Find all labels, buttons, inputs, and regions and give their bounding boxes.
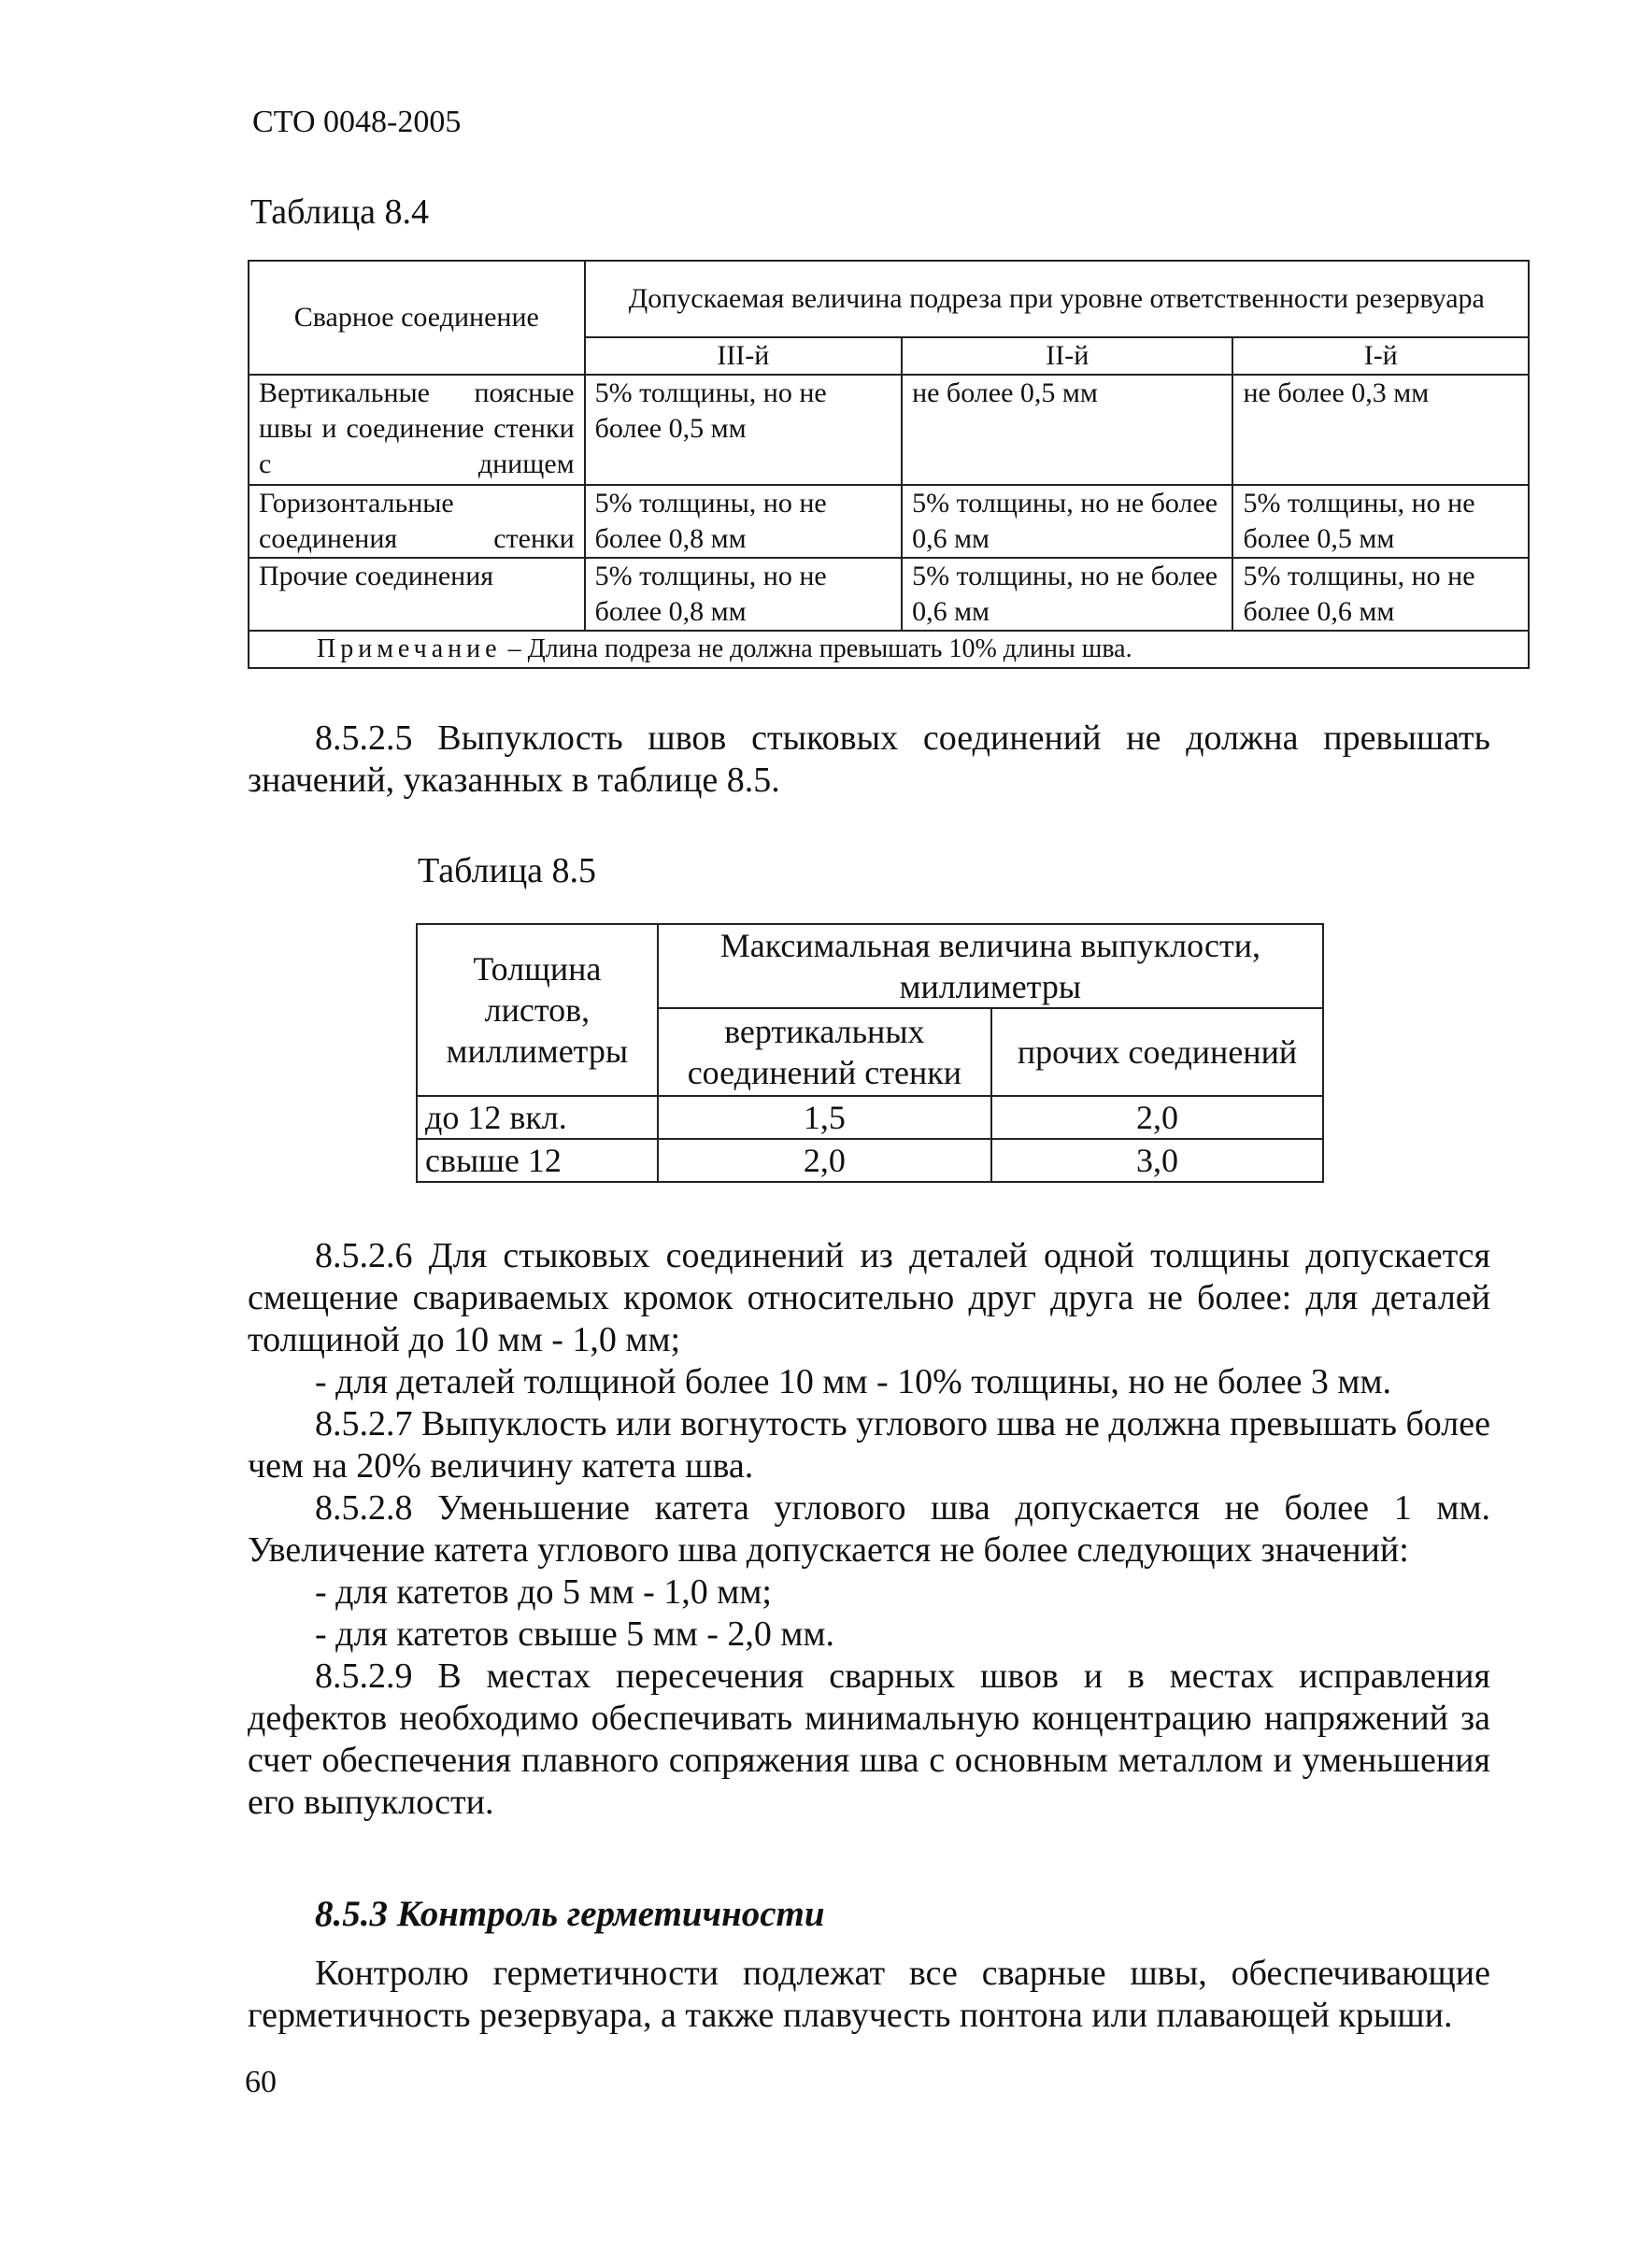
- header-level-3: III-й: [585, 337, 902, 375]
- paragraph-8-5-2-6: 8.5.2.6 Для стыковых соединений из деталей одной толщины допускается смещение свариваемых кромок относительно друг друга не более: для деталей толщиной до 10 мм - 1,0 мм;: [248, 1236, 1490, 1359]
- cell-level-2: не более 0,5 мм: [902, 375, 1232, 485]
- cell-level-3: 5% толщины, но не более 0,5 мм: [585, 375, 902, 485]
- cell-other: 3,0: [991, 1139, 1323, 1182]
- paragraphs-8-5-2-6-to-8-5-2-9: [248, 1235, 1490, 1824]
- table-8-5-caption: Таблица 8.5: [418, 851, 597, 890]
- table-note: [249, 631, 1529, 668]
- section-heading-8-5-3: 8.5.3 Контроль герметичности: [315, 1894, 825, 1934]
- header-level-2: II-й: [902, 337, 1232, 375]
- paragraph-8-5-2-8-dash-1: - для катетов до 5 мм - 1,0 мм;: [315, 1572, 772, 1612]
- paragraph-8-5-2-8: 8.5.2.8 Уменьшение катета углового шва допускается не более 1 мм. Увеличение катета углового шва допускается не более следующих значений:: [248, 1488, 1490, 1570]
- row-joint-name: Вертикальные поясные швы и соединение стенки с днищем: [249, 375, 585, 485]
- cell-level-1: 5% толщины, но не более 0,6 мм: [1232, 558, 1529, 631]
- paragraph-8-5-2-7: 8.5.2.7 Выпуклость или вогнутость углового шва не должна превышать более чем на 20% величину катета шва.: [248, 1404, 1490, 1486]
- table-row: [249, 558, 1529, 631]
- cell-level-2: 5% толщины, но не более 0,6 мм: [902, 485, 1232, 558]
- document-code-header: СТО 0048-2005: [252, 105, 462, 139]
- cell-thickness: до 12 вкл.: [417, 1096, 658, 1139]
- cell-level-3: 5% толщины, но не более 0,8 мм: [585, 485, 902, 558]
- table-row: [249, 485, 1529, 558]
- table-8-5: [416, 923, 1324, 1183]
- header-other-joints: прочих соединений: [991, 1008, 1323, 1096]
- header-undercut-group: Допускаемая величина подреза при уровне ответственности резервуара: [585, 261, 1529, 337]
- paragraph-8-5-2-5: [248, 718, 1490, 802]
- note-text: – Длина подреза не должна превышать 10% длины шва.: [501, 634, 1132, 663]
- note-label: Примечание: [317, 634, 502, 663]
- page-number: 60: [245, 2065, 277, 2099]
- paragraph-text: 8.5.2.5 Выпуклость швов стыковых соединений не должна превышать значений, указанных в таблице 8.5.: [248, 718, 1490, 800]
- row-joint-name: Прочие соединения: [249, 558, 585, 631]
- paragraph-8-5-2-8-dash-2: - для катетов свыше 5 мм - 2,0 мм.: [315, 1614, 835, 1654]
- cell-thickness: свыше 12: [417, 1139, 658, 1182]
- paragraph-8-5-2-9: 8.5.2.9 В местах пересечения сварных швов и в местах исправления дефектов необходимо обеспечивать минимальную концентрацию напряжений за счет обеспечения плавного сопряжения шва с основным металлом и уменьшения его выпуклости.: [248, 1657, 1490, 1822]
- header-max-convexity: Максимальная величина выпуклости, миллиметры: [658, 924, 1323, 1008]
- table-8-4-caption: Таблица 8.4: [250, 192, 430, 232]
- paragraph-8-5-2-6-dash: - для деталей толщиной более 10 мм - 10% толщины, но не более 3 мм.: [315, 1362, 1392, 1401]
- table-row: [417, 1139, 1323, 1182]
- cell-other: 2,0: [991, 1096, 1323, 1139]
- cell-level-1: не более 0,3 мм: [1232, 375, 1529, 485]
- table-8-4: [248, 260, 1530, 669]
- cell-level-2: 5% толщины, но не более 0,6 мм: [902, 558, 1232, 631]
- row-joint-name: Горизонтальные соединения стенки: [249, 485, 585, 558]
- table-row: [249, 375, 1529, 485]
- cell-level-1: 5% толщины, но не более 0,5 мм: [1232, 485, 1529, 558]
- header-sheet-thickness: Толщина листов, миллиметры: [417, 924, 658, 1096]
- table-row: [417, 1096, 1323, 1139]
- paragraph-text: Контролю герметичности подлежат все сварные швы, обеспечивающие герметичность резервуара, а также плавучесть понтона или плавающей крыши.: [248, 1954, 1490, 2035]
- paragraph-8-5-3: [248, 1953, 1490, 2037]
- header-vertical-joints: вертикальных соединений стенки: [658, 1008, 991, 1096]
- header-welded-joint: Сварное соединение: [249, 261, 585, 375]
- cell-vertical: 1,5: [658, 1096, 991, 1139]
- cell-level-3: 5% толщины, но не более 0,8 мм: [585, 558, 902, 631]
- header-level-1: I-й: [1232, 337, 1529, 375]
- cell-vertical: 2,0: [658, 1139, 991, 1182]
